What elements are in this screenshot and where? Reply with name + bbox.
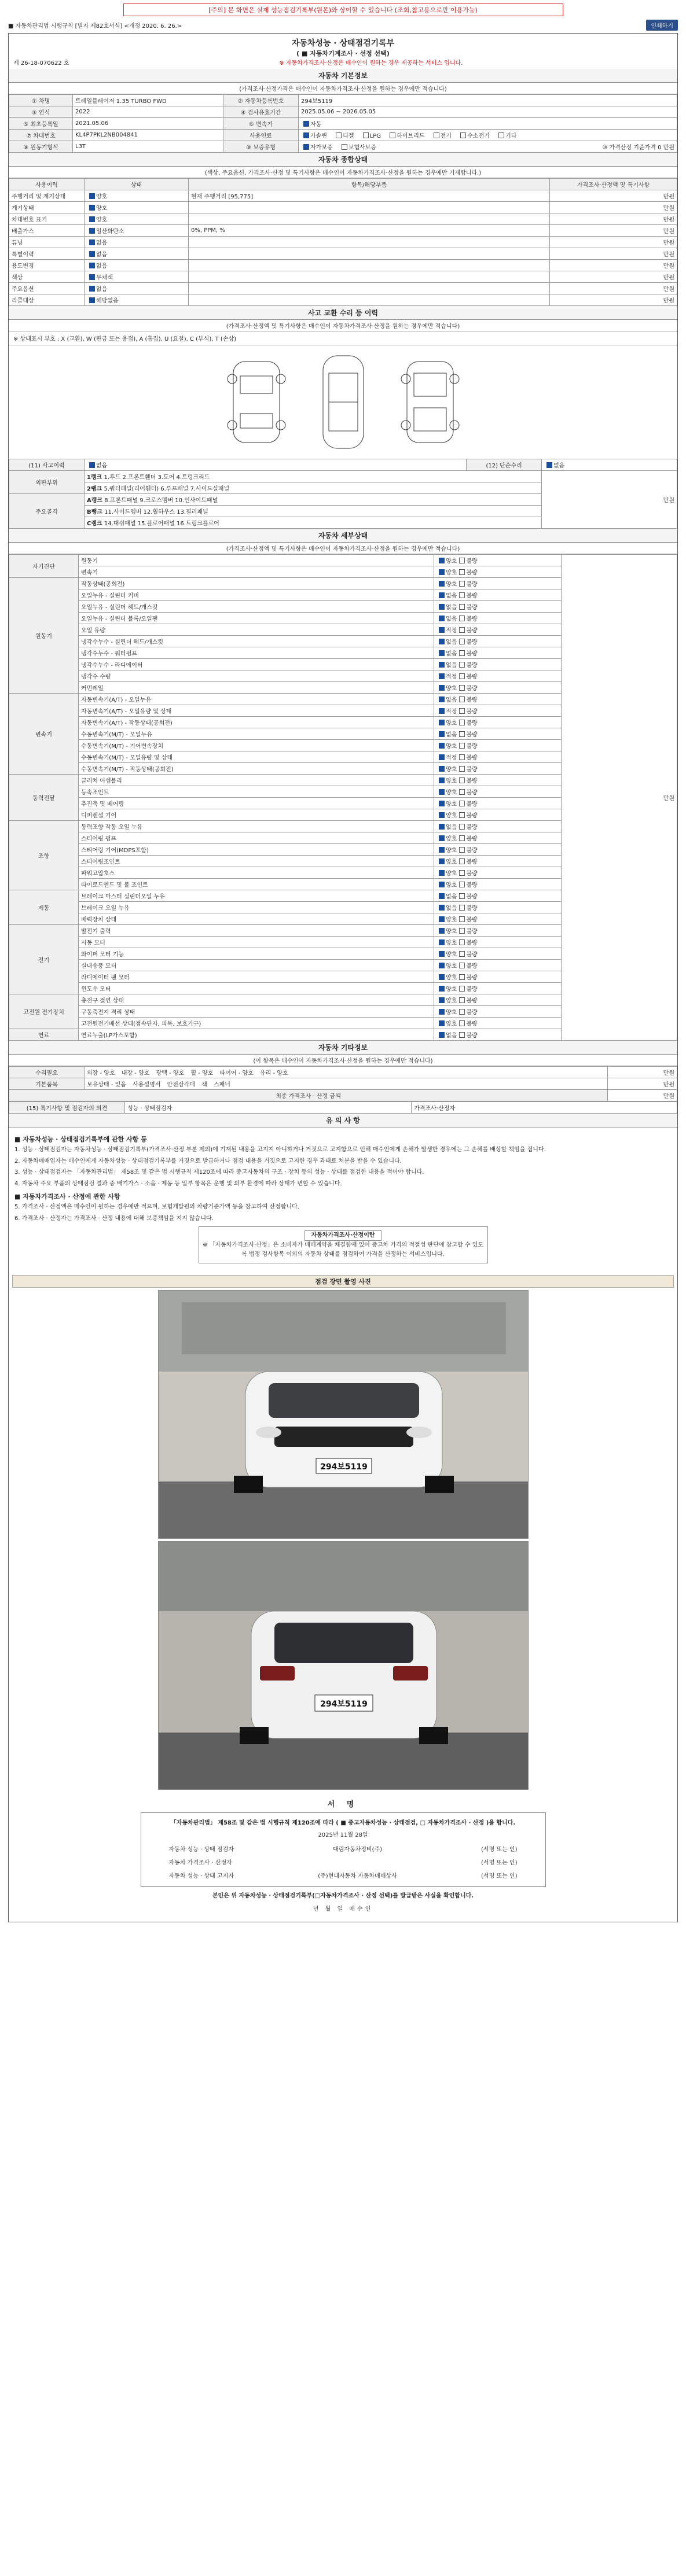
item-label: 원동기 [79, 555, 434, 566]
checkbox-icon [303, 144, 309, 150]
checkbox-icon [439, 1009, 445, 1015]
item-label: 실내송풍 모터 [79, 960, 434, 971]
group-label: 조향 [9, 821, 79, 890]
signature-box: 「자동차관리법」 제58조 및 같은 법 시행규칙 제120조에 따라 ( ■ 중고자동차성능 · 상태점검, □ 자동차가격조사 · 산정 )을 합니다. 2025년 11월 28일 자동차 성능 · 상태 점검자 대림자동차정비(주) (서명 또는 인) 자동차 가격조사 · 산정자 (서명 또는 인) 자동차 성능 · 상태 고지자 (주)현대자동차 자동차매매상사 (서명 또는 인) [141, 1812, 546, 1887]
group-label: 전기 [9, 925, 79, 994]
checkbox-icon [459, 696, 465, 702]
status-title: 자동차 종합상태 [9, 153, 677, 167]
table-row: 배출가스 일산화탄소 0%, PPM, % 만원 [9, 225, 677, 237]
item-label: 오일 유량 [79, 624, 434, 636]
detail-title: 자동차 세부상태 [9, 529, 677, 543]
table-row: (15) 특기사항 및 점검자의 의견 성능 · 상태점검자 가격조사·산정자 [9, 1102, 677, 1114]
item-label: 파워고압호스 [79, 867, 434, 879]
field-label: ② 자동차등록번호 [223, 95, 299, 106]
checkbox-icon [439, 696, 445, 702]
item-state: 양호 불량 [434, 856, 562, 867]
table-row: 주요옵션 없음 만원 [9, 283, 677, 294]
checkbox-icon [459, 662, 465, 668]
item-label: 수동변속기(M/T) - 기어변속장치 [79, 740, 434, 751]
item-label: 구동축전지 격리 상태 [79, 1006, 434, 1018]
checkbox-icon [89, 274, 95, 280]
item-state: 양호 불량 [434, 994, 562, 1006]
checkbox-icon [459, 592, 465, 598]
fuel-label: 사용연료 [223, 130, 299, 141]
item-state: 없음 불량 [434, 1029, 562, 1041]
detail-table [9, 554, 677, 1041]
checkbox-icon [459, 986, 465, 992]
table-row: 2랭크 5.쿼터패널(리어휀더) 6.루프패널 7.사이드실패널 [9, 482, 677, 494]
checkbox-icon [459, 835, 465, 841]
guide-notes: ■ 자동차성능 · 상태점검기록부에 관한 사항 등 1. 성능 · 상태점검자는 자동차성능 · 상태점검기록부(가격조사·산정 부분 제외)에 기재된 내용을 고지지 아니하거나 거짓으로 고지함으로 인해 매수인에게 손해가 발생한 경우에는 그 손해를 배상할 책임을 집니다. 2. 자동차매매업자는 매수인에게 자동차성능 · 상태점검기록부를 거짓으로 발급하거나 점검 내용을 거짓으로 고지한 경우 과태료 처분을 받을 수 있습니다. 3. 성능 · 상태점검자는 「자동차관리법」 제58조 및 같은 법 시행규칙 제120조에 따라 중고자동차의 구조 · 장치 등의 성능 · 상태를 점검한 내용을 적어야 합니다. 4. 자동차 주요 부품의 상태점검 결과 중 배기가스 · 소음 · 제동 등 일부 항목은 운행 및 외부 환경에 따라 상태가 변할 수 있습니다. ■ 자동차가격조사 · 산정에 관한 사항 5. 가격조사 · 산정액은 매수인이 원하는 경우에만 적으며, 보험개발원의 차량기준가액 등을 참고하여 산정합니다. 6. 가격조사 · 산정자는 가격조사 · 산정 내용에 대해 보증책임을 지지 않습니다. 자동차가격조사·산정이란 ※ 「자동차가격조사·산정」은 소비자가 매매계약을 체결함에 있어 중고차 가격의 적절성 판단에 참고할 수 있도록 법정 검사항목 이외의 자동차 상태를 점검하여 가격을 산정하는 서비스입니다. [9, 1127, 677, 1270]
guide-title: 유 의 사 항 [9, 1114, 677, 1127]
item-label: 자동변속기(A/T) - 오일누유 [79, 694, 434, 705]
item-label: 자동변속기(A/T) - 오일유량 및 상태 [79, 705, 434, 717]
table-row: 외판부위 1랭크 1.후드 2.프론트휀더 3.도어 4.트렁크리드 만원 [9, 471, 677, 482]
item-state: 양호 불량 [434, 740, 562, 751]
item-state: 양호 불량 [434, 983, 562, 994]
item-state: 없음 불량 [434, 613, 562, 624]
checkbox-icon [439, 720, 445, 725]
price-service-box: 자동차가격조사·산정이란 ※ 「자동차가격조사·산정」은 소비자가 매매계약을 체결함에 있어 중고차 가격의 적절성 판단에 참고할 수 있도록 법정 검사항목 이외의 자동차 상태를 점검하여 가격을 산정하는 서비스입니다. [199, 1226, 488, 1263]
field-label: ⑤ 최초등록일 [9, 118, 73, 130]
checkbox-icon [439, 592, 445, 598]
table-row: (11) 사고이력 없음 (12) 단순수리 없음 [9, 459, 677, 471]
item-label: 냉각수 수량 [79, 670, 434, 682]
checkbox-icon [459, 777, 465, 783]
signer-row: 자동차 성능 · 상태 점검자 대림자동차정비(주) (서명 또는 인) [168, 1847, 518, 1853]
checkbox-icon [439, 754, 445, 760]
field-value: 2022 [73, 106, 223, 118]
item-label: 변속기 [79, 566, 434, 578]
checkbox-icon [459, 708, 465, 714]
checkbox-icon [439, 870, 445, 876]
group-label: 고전원 전기장치 [9, 994, 79, 1029]
signature-area: 서 명 「자동차관리법」 제58조 및 같은 법 시행규칙 제120조에 따라 ( ■ 중고자동차성능 · 상태점검, □ 자동차가격조사 · 산정 )을 합니다. 2025년 11월 28일 자동차 성능 · 상태 점검자 대림자동차정비(주) (서명 또는 인) 자동차 가격조사 · 산정자 (서명 또는 인) 자동차 성능 · 상태 고지자 (주)현대자동차 자동차매매상사 (서명 또는 인) 본인은 위 자동차성능 · 상태점검기록부(□자동차가격조사 · 산정 선택)를 발급받은 사실을 확인합니다. 년 월 일 매수인 [9, 1792, 677, 1922]
col-header: 항목/해당부품 [189, 179, 550, 190]
checkbox-icon [439, 1020, 445, 1026]
checkbox-icon [459, 616, 465, 621]
plate-text-rear: 294보5119 [320, 1700, 368, 1709]
item-label: 냉각수누수 - 라디에이터 [79, 659, 434, 670]
item-label: 고전원전기배선 상태(접속단자, 피복, 보호기구) [79, 1018, 434, 1029]
table-row: 계기상태 양호 만원 [9, 202, 677, 213]
item-label: 브레이크 마스터 실린더오일 누유 [79, 890, 434, 902]
checkbox-icon [459, 997, 465, 1003]
checkbox-icon [459, 928, 465, 934]
checkbox-icon [459, 720, 465, 725]
checkbox-icon [439, 974, 445, 980]
item-label: 오일누유 - 실린더 블록/오일팬 [79, 613, 434, 624]
checkbox-icon [439, 847, 445, 853]
other-subtitle: (이 항목은 매수인이 자동차가격조사·산정을 원하는 경우에만 적습니다) [9, 1055, 677, 1066]
checkbox-icon [459, 847, 465, 853]
checkbox-icon [439, 743, 445, 749]
col-header: 상태 [85, 179, 189, 190]
price-note: 만원 [562, 555, 677, 1041]
other-table [9, 1066, 677, 1101]
checkbox-icon [89, 205, 95, 211]
checkbox-icon [439, 986, 445, 992]
signer-row: 자동차 성능 · 상태 고지자 (주)현대자동차 자동차매매상사 (서명 또는 인) [168, 1873, 518, 1880]
table-row: 리콜대상 해당없음 만원 [9, 294, 677, 306]
title-main: 자동차성능 · 상태점검기록부 [291, 39, 395, 48]
checkbox-icon [439, 581, 445, 587]
checkbox-icon [363, 132, 369, 138]
checkbox-icon [439, 569, 445, 575]
item-label: 연료누출(LP가스포함) [79, 1029, 434, 1041]
table-row [9, 555, 677, 566]
fuel-options: 가솔린 디젤 LPG 하이브리드 전기 수소전기 기타 [299, 130, 677, 141]
accident-legend: ※ 상태표시 부호 : X (교환), W (판금 또는 용접), A (흠집), U (요철), C (부식), T (손상) [9, 331, 677, 345]
item-label: 수동변속기(M/T) - 오일누유 [79, 728, 434, 740]
checkbox-icon [434, 132, 439, 138]
accident-table [9, 459, 677, 529]
checkbox-icon [459, 604, 465, 610]
checkbox-icon [459, 858, 465, 864]
item-label: 라디에이터 팬 모터 [79, 971, 434, 983]
item-label: 시동 모터 [79, 937, 434, 948]
col-header: 가격조사·산정액 및 특기사항 [550, 179, 677, 190]
checkbox-icon [89, 462, 95, 468]
plate-text: 294보5119 [320, 1462, 368, 1472]
detail-subtitle: (가격조사·산정액 및 특기사항은 매수인이 자동차가격조사·산정을 원하는 경우에만 적습니다) [9, 543, 677, 554]
item-state: 양호 불량 [434, 1018, 562, 1029]
field-value: KL4P7PKL2NB004841 [73, 130, 223, 141]
checkbox-icon [336, 132, 342, 138]
item-state: 양호 불량 [434, 867, 562, 879]
item-state: 양호 불량 [434, 555, 562, 566]
field-value: 2021.05.06 [73, 118, 223, 130]
group-label: 변속기 [9, 694, 79, 775]
title-note: ※ 자동차가격조사·산정은 매수인이 원하는 경우 제공하는 서비스 입니다. [279, 60, 463, 67]
item-label: 등속조인트 [79, 786, 434, 798]
buyer-confirmation: 본인은 위 자동차성능 · 상태점검기록부(□자동차가격조사 · 산정 선택)를 발급받은 사실을 확인합니다. 년 월 일 매수인 [212, 1893, 474, 1913]
top-notice: [주의] 본 화면은 실제 성능점검기록부(원본)와 상이할 수 있습니다 (조회,참고용으로만 이용가능) [123, 3, 563, 16]
field-label: ① 차명 [9, 95, 73, 106]
checkbox-icon [439, 604, 445, 610]
checkbox-icon [89, 286, 95, 292]
car-front-view-icon [222, 350, 291, 454]
checkbox-icon [459, 558, 465, 563]
checkbox-icon [439, 893, 445, 899]
item-state: 적정 불량 [434, 751, 562, 763]
checkbox-icon [459, 801, 465, 806]
table-row: 최종 가격조사 · 산정 금액 만원 [9, 1090, 677, 1101]
checkbox-icon [89, 228, 95, 234]
item-state: 없음 불량 [434, 890, 562, 902]
item-state: 양호 불량 [434, 566, 562, 578]
item-state: 양호 불량 [434, 879, 562, 890]
item-state: 없음 불량 [434, 636, 562, 647]
doc-number: 제 26-18-070622 호 [13, 60, 69, 67]
rear-photo [158, 1541, 529, 1790]
checkbox-icon [439, 639, 445, 644]
checkbox-icon [546, 462, 552, 468]
special-table [9, 1101, 677, 1114]
checkbox-icon [342, 144, 347, 150]
field-value: 트레일블레이저 1.35 TURBO FWD [73, 95, 223, 106]
item-state: 양호 불량 [434, 948, 562, 960]
item-label: 브레이크 오일 누유 [79, 902, 434, 913]
checkbox-icon [459, 685, 465, 691]
checkbox-icon [439, 685, 445, 691]
item-state: 양호 불량 [434, 798, 562, 809]
checkbox-icon [459, 754, 465, 760]
table-row: 주행거리 및 계기상태 양호 현재 주행거리 [95,775] 만원 [9, 190, 677, 202]
checkbox-icon [89, 263, 95, 268]
item-label: 스티어링 펌프 [79, 832, 434, 844]
field-label: ⑦ 차대번호 [9, 130, 73, 141]
checkbox-icon [439, 616, 445, 621]
table-row: 수리필요 외장 - 양호 내장 - 양호 광택 - 양호 휠 - 양호 타이어 - 양호 유리 - 양호 만원 [9, 1067, 677, 1078]
item-state: 양호 불량 [434, 844, 562, 856]
checkbox-icon [459, 882, 465, 887]
checkbox-icon [459, 673, 465, 679]
checkbox-icon [459, 812, 465, 818]
checkbox-icon [498, 132, 504, 138]
item-state: 양호 불량 [434, 971, 562, 983]
checkbox-icon [459, 766, 465, 772]
item-label: 자동변속기(A/T) - 작동상태(공회전) [79, 717, 434, 728]
table-row: 튜닝 없음 만원 [9, 237, 677, 248]
checkbox-icon [303, 132, 309, 138]
checkbox-icon [439, 905, 445, 911]
checkbox-icon [459, 1032, 465, 1038]
checkbox-icon [439, 928, 445, 934]
checkbox-icon [460, 132, 466, 138]
checkbox-icon [459, 1009, 465, 1015]
checkbox-icon [303, 121, 309, 127]
item-state: 없음 불량 [434, 694, 562, 705]
checkbox-icon [439, 627, 445, 633]
checkbox-icon [439, 916, 445, 922]
checkbox-icon [439, 801, 445, 806]
item-state: 양호 불량 [434, 717, 562, 728]
item-state: 양호 불량 [434, 1006, 562, 1018]
checkbox-icon [439, 939, 445, 945]
checkbox-icon [459, 893, 465, 899]
field-label: ⑨ 원동기형식 [9, 141, 73, 153]
checkbox-icon [390, 132, 395, 138]
group-label: 동력전달 [9, 775, 79, 821]
other-title: 자동차 기타정보 [9, 1041, 677, 1055]
item-state: 양호 불량 [434, 578, 562, 589]
photo-title: 점검 장면 촬영 사진 [12, 1275, 674, 1288]
checkbox-icon [439, 673, 445, 679]
checkbox-icon [459, 905, 465, 911]
item-label: 윈도우 모터 [79, 983, 434, 994]
item-state: 없음 불량 [434, 589, 562, 601]
item-state: 양호 불량 [434, 960, 562, 971]
checkbox-icon [459, 824, 465, 830]
group-label: 원동기 [9, 578, 79, 694]
item-state: 양호 불량 [434, 913, 562, 925]
checkbox-icon [459, 939, 465, 945]
checkbox-icon [459, 650, 465, 656]
form-number: ■ 자동차관리법 시행규칙 [별지 제82호서식] <개정 2020. 6. 26.> [8, 23, 182, 30]
checkbox-icon [439, 766, 445, 772]
field-value: 자동 [299, 118, 677, 130]
accident-title: 사고 교환 수리 등 이력 [9, 306, 677, 320]
item-state: 적정 불량 [434, 624, 562, 636]
signer-row: 자동차 가격조사 · 산정자 (서명 또는 인) [168, 1860, 518, 1867]
checkbox-icon [439, 997, 445, 1003]
checkbox-icon [439, 1032, 445, 1038]
checkbox-icon [89, 251, 95, 257]
item-label: 작동상태(공회전) [79, 578, 434, 589]
item-label: 스티어링 기어(MDPS포함) [79, 844, 434, 856]
checkbox-icon [439, 650, 445, 656]
checkbox-icon [439, 708, 445, 714]
basic-info-table [9, 94, 677, 153]
group-label: 연료 [9, 1029, 79, 1041]
field-label: ⑥ 변속기 [223, 118, 299, 130]
checkbox-icon [439, 882, 445, 887]
item-state: 양호 불량 [434, 832, 562, 844]
car-diagram [9, 345, 677, 459]
checkbox-icon [459, 581, 465, 587]
field-label: ③ 연식 [9, 106, 73, 118]
group-label: 자기진단 [9, 555, 79, 578]
item-state: 없음 불량 [434, 821, 562, 832]
checkbox-icon [459, 743, 465, 749]
item-label: 추진축 및 베어링 [79, 798, 434, 809]
table-row: C랭크 14.대쉬패널 15.플로어패널 16.트렁크플로어 [9, 517, 677, 529]
checkbox-icon [439, 731, 445, 737]
checkbox-icon [439, 963, 445, 968]
item-label: 스티어링조인트 [79, 856, 434, 867]
field-value: 294보5119 [299, 95, 677, 106]
document-title [9, 34, 677, 69]
item-label: 디퍼렌셜 기어 [79, 809, 434, 821]
item-label: 오일누유 - 실린더 헤드/개스킷 [79, 601, 434, 613]
checkbox-icon [459, 569, 465, 575]
checkbox-icon [459, 627, 465, 633]
checkbox-icon [439, 812, 445, 818]
checkbox-icon [439, 662, 445, 668]
field-label: ④ 검사유효기간 [223, 106, 299, 118]
table-row: 특별이력 없음 만원 [9, 248, 677, 260]
basic-info-title: 자동차 기본정보 [9, 69, 677, 83]
status-subtitle: (색상, 주요옵션, 가격조사·산정 및 특기사항은 매수인이 자동차가격조사·산정을 원하는 경우에만 기재합니다.) [9, 167, 677, 178]
checkbox-icon [459, 1020, 465, 1026]
checkbox-icon [89, 297, 95, 303]
item-state: 양호 불량 [434, 925, 562, 937]
item-label: 오일누유 - 실린더 커버 [79, 589, 434, 601]
item-state: 양호 불량 [434, 682, 562, 694]
item-state: 없음 불량 [434, 659, 562, 670]
item-label: 타이로드엔드 및 볼 조인트 [79, 879, 434, 890]
item-state: 없음 불량 [434, 647, 562, 659]
field-value: 2025.05.06 ~ 2026.05.05 [299, 106, 677, 118]
group-label: 제동 [9, 890, 79, 925]
checkbox-icon [439, 558, 445, 563]
checkbox-icon [439, 824, 445, 830]
checkbox-icon [459, 974, 465, 980]
table-row: 색상 무채색 만원 [9, 271, 677, 283]
item-label: 동력조향 작동 오일 누유 [79, 821, 434, 832]
checkbox-icon [439, 951, 445, 957]
title-sub: ( ■ 자동차기계조사 · 선정 선택) [296, 50, 390, 57]
table-row: B랭크 11.사이드멤버 12.휠하우스 13.필러패널 [9, 506, 677, 517]
checkbox-icon [459, 916, 465, 922]
table-row: 차대번호 표기 양호 만원 [9, 213, 677, 225]
warranty-options: 자가보증 보험사보증 ⑩ 가격산정 기준가격 0 만원 [299, 141, 677, 153]
car-top-view-icon [309, 350, 378, 454]
item-state: 양호 불량 [434, 763, 562, 775]
item-state: 양호 불량 [434, 937, 562, 948]
checkbox-icon [89, 239, 95, 245]
field-label: ⑧ 보증유형 [223, 141, 299, 153]
item-state: 없음 불량 [434, 902, 562, 913]
car-rear-view-icon [395, 350, 465, 454]
checkbox-icon [439, 835, 445, 841]
print-button[interactable]: 인쇄하기 [646, 20, 678, 31]
item-state: 양호 불량 [434, 786, 562, 798]
checkbox-icon [89, 193, 95, 199]
item-label: 수동변속기(M/T) - 오일유량 및 상태 [79, 751, 434, 763]
item-state: 적정 불량 [434, 670, 562, 682]
checkbox-icon [459, 731, 465, 737]
table-row: 기본품목 보유상태 - 있음 사용설명서 안전삼각대 잭 스패너 만원 [9, 1078, 677, 1090]
table-row: 용도변경 없음 만원 [9, 260, 677, 271]
item-label: 냉각수누수 - 워터펌프 [79, 647, 434, 659]
item-label: 와이퍼 모터 기능 [79, 948, 434, 960]
item-label: 발전기 출력 [79, 925, 434, 937]
record-sheet [8, 33, 678, 1922]
accident-subtitle: (가격조사·산정액 및 특기사항은 매수인이 자동차가격조사·산정을 원하는 경우에만 적습니다) [9, 320, 677, 331]
item-label: 커먼레일 [79, 682, 434, 694]
checkbox-icon [439, 858, 445, 864]
checkbox-icon [459, 870, 465, 876]
checkbox-icon [459, 789, 465, 795]
field-value: L3T [73, 141, 223, 153]
item-state: 적정 불량 [434, 705, 562, 717]
checkbox-icon [459, 639, 465, 644]
item-label: 수동변속기(M/T) - 작동상태(공회전) [79, 763, 434, 775]
item-state: 양호 불량 [434, 809, 562, 821]
item-label: 충전구 절연 상태 [79, 994, 434, 1006]
table-row: 주요골격 A랭크 8.프론트패널 9.크로스멤버 10.인사이드패널 [9, 494, 677, 506]
front-photo [158, 1290, 529, 1539]
checkbox-icon [439, 789, 445, 795]
item-state: 없음 불량 [434, 728, 562, 740]
checkbox-icon [439, 777, 445, 783]
checkbox-icon [459, 951, 465, 957]
item-label: 클러치 어셈블리 [79, 775, 434, 786]
item-label: 냉각수누수 - 실린더 헤드/개스킷 [79, 636, 434, 647]
item-label: 배력장치 상태 [79, 913, 434, 925]
checkbox-icon [459, 963, 465, 968]
status-table [9, 178, 677, 306]
item-state: 양호 불량 [434, 775, 562, 786]
basic-info-subtitle: (가격조사·산정가격은 매수인이 자동차가격조사·산정을 원하는 경우에만 적습니다) [9, 83, 677, 94]
item-state: 없음 불량 [434, 601, 562, 613]
col-header: 사용이력 [9, 179, 85, 190]
checkbox-icon [89, 216, 95, 222]
